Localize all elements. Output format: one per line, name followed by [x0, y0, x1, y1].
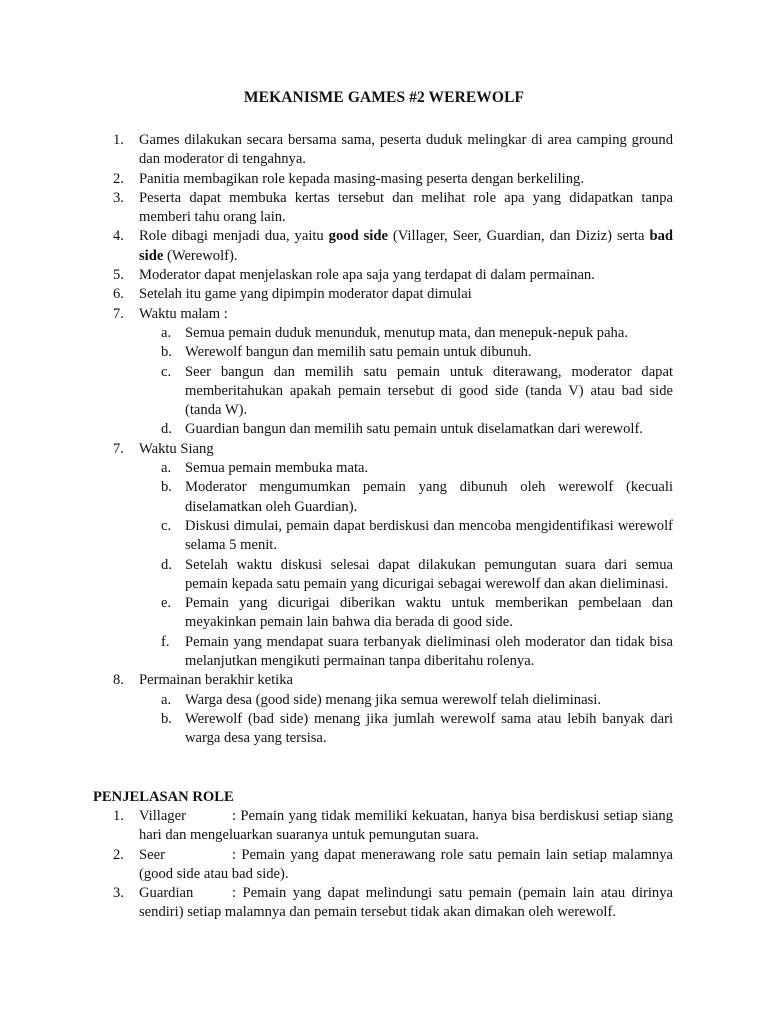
roles-heading: PENJELASAN ROLE	[93, 789, 234, 805]
role-description: : Pemain yang tidak memiliki kekuatan, hanya bisa berdiskusi setiap siang hari dan mengeluarkan suaranya untuk pemungutan suara.	[139, 808, 673, 844]
bad-side-term: bad side	[139, 228, 673, 264]
list-item-day: 7. Waktu Siang	[113, 440, 214, 457]
roles-list	[0, 807, 768, 923]
document-title: MEKANISME GAMES #2 WEREWOLF	[243, 89, 525, 106]
sub-list-item: b. Werewolf (bad side) menang jika jumlah werewolf sama atau lebih banyak dari warga desa yang tersisa.	[161, 710, 673, 747]
role-name: Villager	[139, 808, 186, 824]
role-item-guardian: 3. Guardian : Pemain yang dapat melindungi satu pemain (pemain lain atau dirinya sendiri) setiap malamnya dan pemain tersebut tidak akan dimakan oleh werewolf.	[113, 885, 673, 921]
sub-list-item: b. Moderator mengumumkan pemain yang dibunuh oleh werewolf (kecuali diselamatkan oleh Guardian).	[161, 479, 673, 515]
role-description: : Pemain yang dapat melindungi satu pemain (pemain lain atau dirinya sendiri) setiap malamnya dan pemain tersebut tidak akan dimakan oleh werewolf.	[139, 885, 673, 921]
sub-list-item: c. Seer bangun dan memilih satu pemain untuk diterawang, moderator dapat memberitahukan apakah pemain tersebut di good side (tanda V) atau bad side (tanda W).	[161, 363, 673, 419]
sub-list-item: a. Warga desa (good side) menang jika semua werewolf telah dieliminasi.	[161, 691, 601, 708]
list-item: 2. Panitia membagikan role kepada masing-masing peserta dengan berkeliling.	[113, 170, 584, 187]
list-item: 3. Peserta dapat membuka kertas tersebut dan melihat role apa yang didapatkan tanpa memberi tahu orang lain.	[113, 189, 673, 226]
role-name: Seer	[139, 846, 165, 863]
sub-list-item: f. Pemain yang mendapat suara terbanyak dieliminasi oleh moderator dan tidak bisa melanjutkan mengikuti permainan tanpa diberitahu rolenya.	[161, 633, 673, 670]
list-item-night: 7. Waktu malam :	[113, 305, 228, 322]
sub-list-item: b. Werewolf bangun dan memilih satu pemain untuk dibunuh.	[161, 344, 532, 361]
sub-list-item: d. Setelah waktu diskusi selesai dapat dilakukan pemungutan suara dari semua pemain kepada satu pemain yang dicurigai sebagai werewolf dan akan dieliminasi.	[161, 556, 673, 592]
list-item-end: 8. Permainan berakhir ketika	[113, 672, 293, 689]
list-item: 1. Games dilakukan secara bersama sama, peserta duduk melingkar di area camping ground dan moderator di tengahnya.	[113, 132, 673, 168]
role-description: : Pemain yang dapat menerawang role satu pemain lain setiap malamnya (good side atau bad side).	[139, 846, 673, 882]
list-item: 5. Moderator dapat menjelaskan role apa saja yang terdapat di dalam permainan.	[113, 267, 595, 284]
sub-list-item: d. Guardian bangun dan memilih satu pemain untuk diselamatkan dari werewolf.	[161, 421, 643, 438]
role-item-villager: 1. Villager : Pemain yang tidak memiliki kekuatan, hanya bisa berdiskusi setiap siang hari dan mengeluarkan suaranya untuk pemungutan suara.	[113, 808, 673, 844]
sub-list-item: a. Semua pemain membuka mata.	[161, 460, 369, 477]
mechanism-list	[0, 131, 768, 749]
role-item-seer: 2. Seer : Pemain yang dapat menerawang role satu pemain lain setiap malamnya (good side atau bad side).	[113, 846, 673, 882]
role-name: Guardian	[139, 885, 194, 902]
list-item: 4. Role dibagi menjadi dua, yaitu good side (Villager, Seer, Guardian, dan Diziz) serta bad side (Werewolf).	[113, 228, 673, 264]
good-side-term: good side	[328, 228, 388, 245]
sub-list-item: e. Pemain yang dicurigai diberikan waktu untuk memberikan pembelaan dan meyakinkan pemain lain bahwa dia berada di good side.	[161, 595, 673, 631]
sub-list-item: a. Semua pemain duduk menunduk, menutup mata, dan menepuk-nepuk paha.	[161, 324, 628, 341]
sub-list-item: c. Diskusi dimulai, pemain dapat berdiskusi dan mencoba mengidentifikasi werewolf selama 5 menit.	[161, 517, 673, 554]
list-item: 6. Setelah itu game yang dipimpin moderator dapat dimulai	[113, 286, 472, 303]
